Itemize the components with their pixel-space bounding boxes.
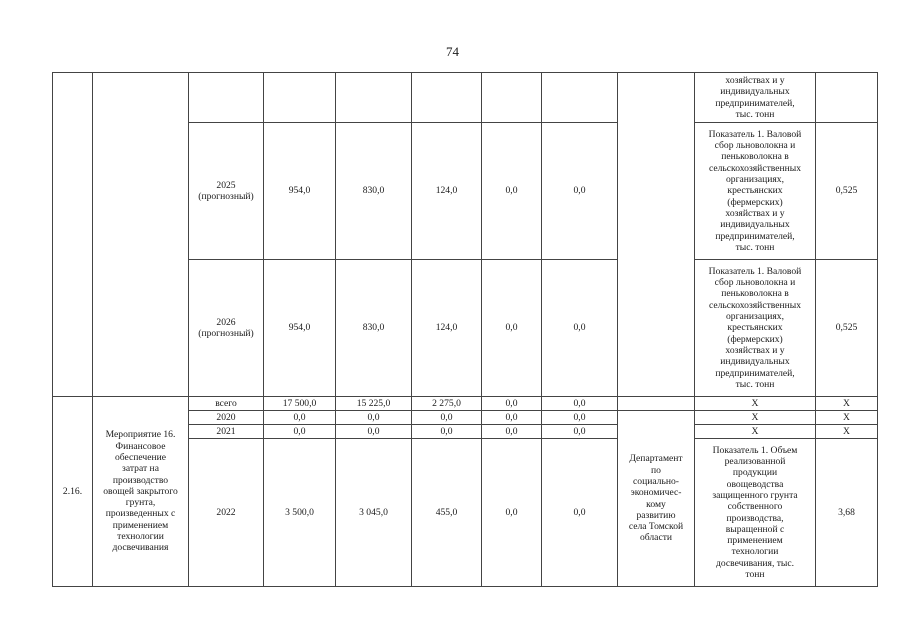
regional-cell: 2 275,0 — [412, 397, 482, 411]
regional-cell: 124,0 — [412, 260, 482, 397]
year-cell: всего — [189, 397, 264, 411]
local-cell: 0,0 — [482, 425, 542, 439]
regional-cell: 0,0 — [412, 411, 482, 425]
extra-budget-cell: 0,0 — [542, 439, 618, 587]
extra-budget-cell: 0,0 — [542, 123, 618, 260]
local-cell — [482, 73, 542, 123]
cont-executor-cell — [618, 73, 695, 397]
federal-cell — [336, 73, 412, 123]
year-cell: 2026 (прогнозный) — [189, 260, 264, 397]
local-cell: 0,0 — [482, 260, 542, 397]
indicator-cell: Х — [695, 397, 816, 411]
regional-cell: 455,0 — [412, 439, 482, 587]
federal-cell: 0,0 — [336, 425, 412, 439]
year-cell: 2021 — [189, 425, 264, 439]
extra-budget-cell: 0,0 — [542, 411, 618, 425]
measure-number-cell: 2.16. — [53, 397, 93, 587]
page-number: 74 — [446, 44, 459, 59]
extra-budget-cell: 0,0 — [542, 397, 618, 411]
indicator-cell: Показатель 1. Валовой сбор льноволокна и пеньковолокна в сельскохозяйственных организациях, крестьянских (фермерских) хозяйствах и у индивидуальных предпринимателей, тыс. тонн — [695, 260, 816, 397]
indicator-cell: хозяйствах и у индивидуальных предпринимателей, тыс. тонн — [695, 73, 816, 123]
federal-cell: 3 045,0 — [336, 439, 412, 587]
table-row — [53, 73, 878, 123]
regional-cell: 0,0 — [412, 425, 482, 439]
indicator-value-cell: 0,525 — [816, 260, 878, 397]
local-cell: 0,0 — [482, 439, 542, 587]
indicator-value-cell: 3,68 — [816, 439, 878, 587]
federal-cell: 0,0 — [336, 411, 412, 425]
total-cell: 0,0 — [264, 425, 336, 439]
indicator-value-cell: Х — [816, 397, 878, 411]
total-cell: 0,0 — [264, 411, 336, 425]
local-cell: 0,0 — [482, 411, 542, 425]
executor-cell: Департамент по социально- экономичес- кому развитию села Томской области — [618, 411, 695, 587]
total-cell: 954,0 — [264, 123, 336, 260]
cont-name-cell — [93, 73, 189, 397]
indicator-value-cell — [816, 73, 878, 123]
local-cell: 0,0 — [482, 397, 542, 411]
federal-cell: 830,0 — [336, 123, 412, 260]
regional-cell: 124,0 — [412, 123, 482, 260]
indicator-value-cell: Х — [816, 425, 878, 439]
total-cell: 954,0 — [264, 260, 336, 397]
program-table — [52, 72, 878, 587]
extra-budget-cell — [542, 73, 618, 123]
indicator-cell: Х — [695, 425, 816, 439]
extra-budget-cell: 0,0 — [542, 260, 618, 397]
indicator-cell: Показатель 1. Объем реализованной продукции овощеводства защищенного грунта собственного производства, выращенной с применением технологии досвечивания, тыс. тонн — [695, 439, 816, 587]
indicator-cell: Х — [695, 411, 816, 425]
regional-cell — [412, 73, 482, 123]
year-cell: 2020 — [189, 411, 264, 425]
table-row — [53, 397, 878, 411]
extra-budget-cell: 0,0 — [542, 425, 618, 439]
federal-cell: 830,0 — [336, 260, 412, 397]
local-cell: 0,0 — [482, 123, 542, 260]
year-cell: 2022 — [189, 439, 264, 587]
indicator-value-cell: Х — [816, 411, 878, 425]
measure-name-cell: Мероприятие 16. Финансовое обеспечение затрат на производство овощей закрытого грунта, произведенных с применением технологии досвечивания — [93, 397, 189, 587]
indicator-cell: Показатель 1. Валовой сбор льноволокна и пеньковолокна в сельскохозяйственных организациях, крестьянских (фермерских) хозяйствах и у индивидуальных предпринимателей, тыс. тонн — [695, 123, 816, 260]
indicator-value-cell: 0,525 — [816, 123, 878, 260]
total-cell — [264, 73, 336, 123]
year-cell: 2025 (прогнозный) — [189, 123, 264, 260]
executor-blank-cell — [618, 397, 695, 411]
total-cell: 17 500,0 — [264, 397, 336, 411]
year-cell — [189, 73, 264, 123]
federal-cell: 15 225,0 — [336, 397, 412, 411]
cont-number-cell — [53, 73, 93, 397]
total-cell: 3 500,0 — [264, 439, 336, 587]
